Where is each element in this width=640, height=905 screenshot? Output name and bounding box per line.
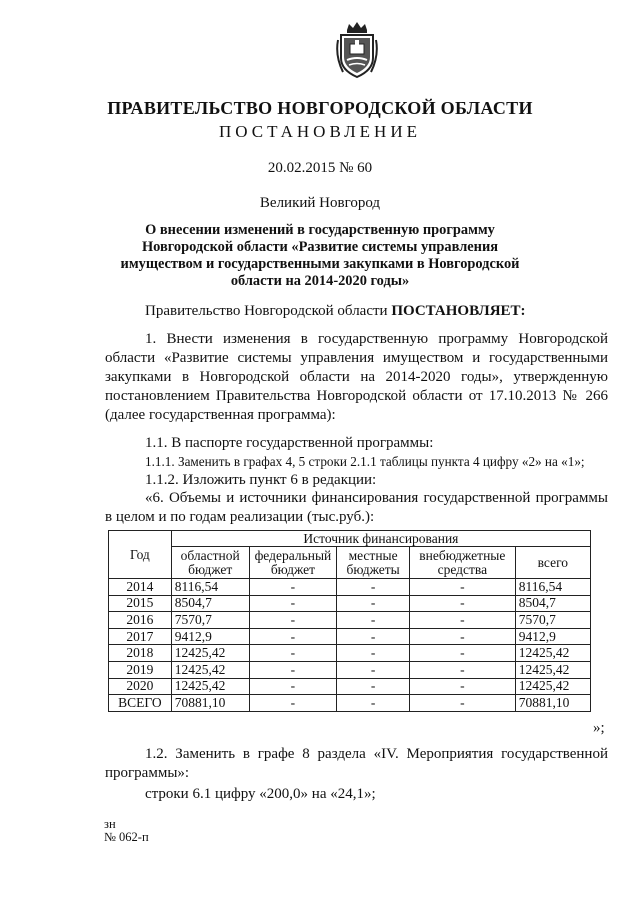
cell-regional: 12425,42 xyxy=(171,678,249,695)
cell-regional: 9412,9 xyxy=(171,628,249,645)
cell-regional: 12425,42 xyxy=(171,645,249,662)
table-row xyxy=(109,628,591,645)
header-year: Год xyxy=(109,531,172,579)
paragraph-1-1-1: 1.1.1. Заменить в графах 4, 5 строки 2.1.1 таблицы пункта 4 цифру «2» на «1»; xyxy=(145,454,585,469)
intro-paragraph xyxy=(105,302,608,321)
government-title: ПРАВИТЕЛЬСТВО НОВГОРОДСКОЙ ОБЛАСТИ xyxy=(107,98,533,118)
cell-year: ВСЕГО xyxy=(109,695,172,712)
header-sources: Источник финансирования xyxy=(171,531,590,547)
footer-number: № 062-п xyxy=(104,830,149,844)
cell-year: 2018 xyxy=(109,645,172,662)
cell-extra: - xyxy=(409,628,515,645)
cell-local: - xyxy=(337,661,410,678)
cell-extra: - xyxy=(409,612,515,629)
table-row xyxy=(109,645,591,662)
cell-local: - xyxy=(337,579,410,596)
table-row xyxy=(109,595,591,612)
cell-total: 12425,42 xyxy=(515,661,590,678)
cell-total: 70881,10 xyxy=(515,695,590,712)
cell-total: 8116,54 xyxy=(515,579,590,596)
paragraph-6-quote: «6. Объемы и источники финансирования государственной программы в целом и по годам реализации (тыс.руб.): xyxy=(105,490,608,525)
paragraph-1: 1. Внести изменения в государственную программу Новгородской области «Развитие системы управления имуществом и государственными закупками в Новгородской области на 2014-2020 годы», утвержденную постановлением Правительства Новгородской области от 17.10.2013 № 266 (далее государственная программа): xyxy=(105,331,608,423)
cell-extra: - xyxy=(409,645,515,662)
cell-total: 7570,7 xyxy=(515,612,590,629)
table-row xyxy=(109,612,591,629)
cell-total: 8504,7 xyxy=(515,595,590,612)
cell-local: - xyxy=(337,612,410,629)
document-type: ПОСТАНОВЛЕНИЕ xyxy=(218,122,421,141)
cell-total: 12425,42 xyxy=(515,678,590,695)
cell-local: - xyxy=(337,595,410,612)
intro-text: Правительство Новгородской области xyxy=(145,303,392,319)
header-federal: федеральный бюджет xyxy=(249,547,337,579)
cell-federal: - xyxy=(249,645,337,662)
cell-local: - xyxy=(337,695,410,712)
cell-year: 2015 xyxy=(109,595,172,612)
header-total: всего xyxy=(515,547,590,579)
document-city: Великий Новгород xyxy=(259,195,381,211)
cell-regional: 12425,42 xyxy=(171,661,249,678)
paragraph-1-2: 1.2. Заменить в графе 8 раздела «IV. Мероприятия государственной программы»: xyxy=(105,746,608,781)
cell-regional: 8116,54 xyxy=(171,579,249,596)
cell-extra: - xyxy=(409,695,515,712)
cell-federal: - xyxy=(249,661,337,678)
cell-federal: - xyxy=(249,612,337,629)
cell-federal: - xyxy=(249,595,337,612)
footer-ref xyxy=(104,818,149,844)
cell-year: 2019 xyxy=(109,661,172,678)
cell-local: - xyxy=(337,628,410,645)
cell-regional: 7570,7 xyxy=(171,612,249,629)
cell-federal: - xyxy=(249,628,337,645)
table-closing-quote: »; xyxy=(593,720,605,736)
cell-total: 9412,9 xyxy=(515,628,590,645)
intro-decree-word: ПОСТАНОВЛЯЕТ: xyxy=(391,303,526,319)
cell-regional: 70881,10 xyxy=(171,695,249,712)
cell-extra: - xyxy=(409,595,515,612)
cell-extra: - xyxy=(409,579,515,596)
cell-extra: - xyxy=(409,678,515,695)
table-row xyxy=(109,661,591,678)
header-local: местные бюджеты xyxy=(337,547,410,579)
cell-year: 2014 xyxy=(109,579,172,596)
cell-local: - xyxy=(337,645,410,662)
cell-federal: - xyxy=(249,695,337,712)
footer-initials: зн xyxy=(104,817,116,831)
cell-extra: - xyxy=(409,661,515,678)
cell-regional: 8504,7 xyxy=(171,595,249,612)
table-row xyxy=(109,695,591,712)
financing-table xyxy=(108,530,591,712)
cell-local: - xyxy=(337,678,410,695)
coat-of-arms-icon xyxy=(335,22,379,80)
cell-total: 12425,42 xyxy=(515,645,590,662)
cell-year: 2017 xyxy=(109,628,172,645)
table-row xyxy=(109,579,591,596)
cell-federal: - xyxy=(249,678,337,695)
paragraph-1-1-2: 1.1.2. Изложить пункт 6 в редакции: xyxy=(145,472,377,488)
cell-year: 2020 xyxy=(109,678,172,695)
table-row xyxy=(109,678,591,695)
document-date-number: 20.02.2015 № 60 xyxy=(267,160,373,176)
cell-year: 2016 xyxy=(109,612,172,629)
paragraph-1-2-a: строки 6.1 цифру «200,0» на «24,1»; xyxy=(145,786,376,802)
document-subject: О внесении изменений в государственную программу Новгородской области «Развитие системы управления имуществом и государственными закупками в Новгородской области на 2014-2020 годы» xyxy=(120,222,520,289)
header-regional: областной бюджет xyxy=(171,547,249,579)
header-extrabudget: внебюджетные средства xyxy=(409,547,515,579)
paragraph-1-1: 1.1. В паспорте государственной программы: xyxy=(145,435,434,451)
cell-federal: - xyxy=(249,579,337,596)
